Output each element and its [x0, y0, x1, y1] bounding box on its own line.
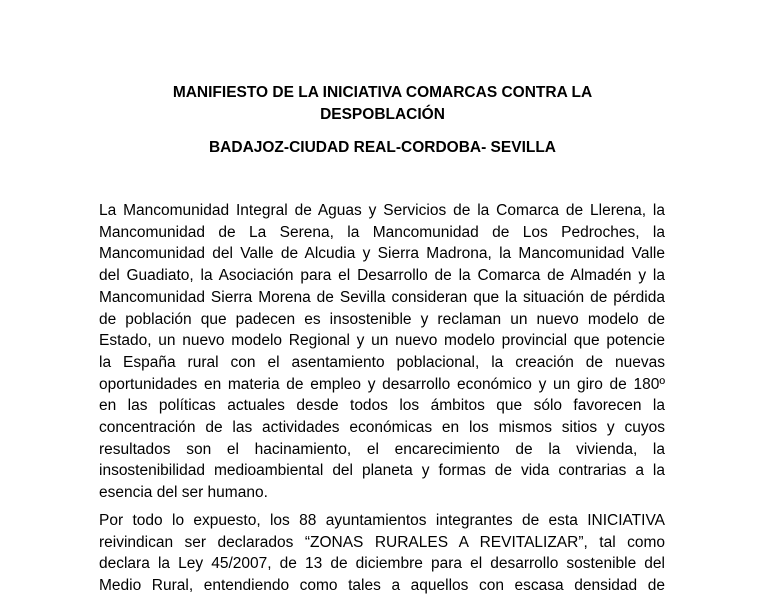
paragraph-conclusion [99, 510, 665, 597]
paragraph-line: del Guadiato, la Asociación para el Desarrollo de la Comarca de Almadén y la [99, 267, 665, 285]
paragraph-line: declara la Ley 45/2007, de 13 de diciembre para el desarrollo sostenible del [99, 555, 665, 573]
paragraph-line: la España rural con el asentamiento poblacional, la creación de nuevas [99, 353, 665, 371]
paragraph-line: Mancomunidad de La Serena, la Mancomunidad de Los Pedroches, la [99, 223, 665, 241]
paragraph-line: de población que padecen es insostenible y reclaman un nuevo modelo de [99, 310, 665, 328]
paragraph-line: Estado, un nuevo modelo Regional y un nuevo modelo provincial que potencie [99, 332, 665, 350]
paragraph-line: oportunidades en materia de empleo y desarrollo económico y un giro de 180º [99, 375, 665, 393]
paragraph-line: esencia del ser humano. [99, 484, 268, 502]
paragraph-line: resultados son el hacinamiento, el encarecimiento de la vivienda, la [99, 440, 665, 458]
paragraph-line: Mancomunidad del Valle de Alcudia y Sierra Madrona, la Mancomunidad Valle [99, 245, 665, 263]
document-subtitle: BADAJOZ-CIUDAD REAL-CORDOBA- SEVILLA [208, 139, 557, 156]
paragraph-line: Por todo lo expuesto, los 88 ayuntamientos integrantes de esta INICIATIVA [99, 512, 665, 529]
paragraph-line: reivindican ser declarados “ZONAS RURALES A REVITALIZAR”, tal como [99, 533, 665, 551]
paragraph-line: en las políticas actuales desde todos los ámbitos que sólo favorecen la [99, 397, 665, 415]
paragraph-line: Medio Rural, entendiendo como tales a aquellos con escasa densidad de [99, 577, 665, 595]
paragraph-line: concentración de las actividades económicas en los mismos sitios y cuyos [99, 419, 665, 437]
paragraph-line: La Mancomunidad Integral de Aguas y Servicios de la Comarca de Llerena, la [99, 202, 665, 219]
document-title-line1: MANIFIESTO DE LA INICIATIVA COMARCAS CONTRA LA [172, 84, 593, 101]
paragraph-line: insostenibilidad medioambiental del planeta y formas de vida contrarias a la [99, 462, 665, 480]
paragraph-line: Mancomunidad Sierra Morena de Sevilla consideran que la situación de pérdida [99, 288, 665, 306]
document-title-line2: DESPOBLACIÓN [320, 106, 445, 123]
paragraph-intro [99, 200, 665, 504]
